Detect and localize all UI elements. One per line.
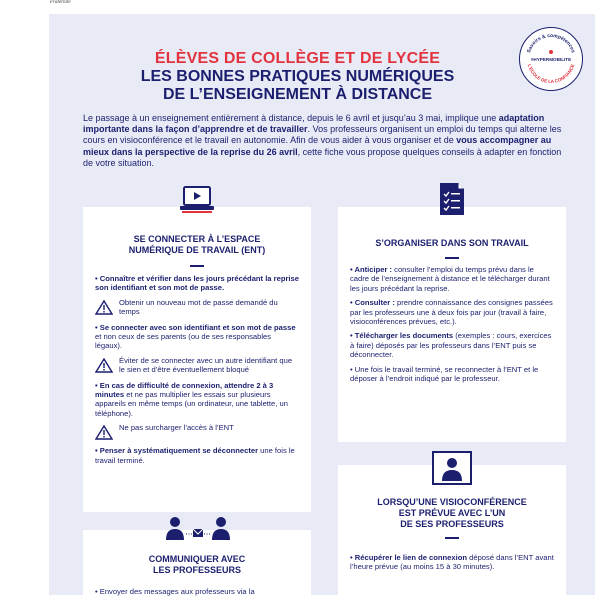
card-ent <box>83 207 311 512</box>
title-line-2: LES BONNES PRATIQUES NUMÉRIQUES <box>140 68 455 85</box>
people-message-icon <box>165 516 231 547</box>
fraternite-label: Fraternité <box>50 0 71 5</box>
warning-3: Ne pas surcharger l’accès à l’ENT <box>95 423 299 440</box>
svg-text:L’ÉCOLE DE LA CONFIANCE <box>527 64 576 85</box>
card-communiquer-body: • Envoyer des messages aux professeurs via la <box>95 587 255 596</box>
title-underline <box>445 257 459 259</box>
intro-paragraph: Le passage à un enseignement entièrement à distance, depuis le 6 avril et jusqu’au 3 mai, implique une adaptation importante dans la façon d’apprendre et de travailler. Vos professeurs organisent un emploi du temps qui alterne les cours en visioconférence et le travail en autonomie. Afin de vous aider à vous organiser et de vous accompagner au mieux dans la perspective de la reprise du 26 avril, cette fiche vous propose quelques conseils à adapter en fonction de votre situation. <box>83 113 562 168</box>
title-underline <box>190 265 204 267</box>
checklist-icon <box>438 181 466 222</box>
warning-2: Éviter de se connecter avec un autre identifiant que le sien et d’être éventuellement bloqué <box>95 356 299 375</box>
title-underline <box>445 537 459 539</box>
card-visioconference-body: • Récupérer le lien de connexion déposé dans l’ENT avant l’heure prévue (au moins 15 à 30 minutes). <box>350 553 554 572</box>
card-communiquer <box>83 530 311 595</box>
title-line-1: ÉLÈVES DE COLLÈGE ET DE LYCÉE <box>154 50 441 67</box>
card-ent-title: SE CONNECTER À L’ESPACE NUMÉRIQUE DE TRAVAIL (ENT) <box>128 234 266 255</box>
title-line-3: DE L’ENSEIGNEMENT À DISTANCE <box>162 86 433 103</box>
card-organisation <box>338 207 566 442</box>
warning-icon <box>95 425 113 440</box>
badge-top-text: Savoirs & compétences <box>526 32 576 54</box>
video-call-icon <box>432 451 472 490</box>
card-organisation-body: • Anticiper : consulter l’emploi du temps prévu dans le cadre de l’enseignement à distance et le télécharger durant les jours précédant la reprise. • Consulter : prendre connaissance des consignes passées par les professeurs une à deux fois par jour (travail à faire, visioconférences prévues, etc.). • Télécharger les documents (exemples : cours, exercices à faire) déposés par les professeurs dans l’ENT puis se déconnecter. • Une fois le travail terminé, se reconnecter à l’ENT et le déposer à l’endroit indiqué par le professeur. <box>350 265 553 384</box>
badge-bottom-text: L’ÉCOLE DE LA CONFIANCE <box>526 63 576 85</box>
card-organisation-title: S’ORGANISER DANS SON TRAVAIL <box>375 238 529 248</box>
warning-icon <box>95 358 113 373</box>
warning-1: Obtenir un nouveau mot de passe demandé du temps <box>95 298 299 317</box>
badge-mid-text: #HYPERMOBILITE <box>530 57 572 62</box>
card-communiquer-title: COMMUNIQUER AVEC LES PROFESSEURS <box>148 554 246 575</box>
warning-icon <box>95 300 113 315</box>
laptop-icon <box>179 185 215 220</box>
card-visioconference-title: LORSQU’UNE VISIOCONFÉRENCE EST PRÉVUE AVEC L’UN DE SES PROFESSEURS <box>377 497 527 529</box>
school-badge <box>519 27 583 91</box>
card-ent-body: • Connaître et vérifier dans les jours précédant la reprise son identifiant et son mot de passe. Obtenir un nouveau mot de passe demandé du temps • Se connecter avec son identifiant et son mot de passe et non ceux de ses parents (ou de ses responsables légaux). Éviter de se connecter avec un autre identifiant que le sien et d’être éventuellement bloqué • En cas de difficulté de connexion, attendre 2 à 3 minutes et ne pas multiplier les essais sur plusieurs appareils en même temps (un ordinateur, une tablette, un téléphone). Ne pas surcharger l’accès à l’ENT • Penser à systématiquement se déconnecter une fois le travail terminé. <box>95 274 299 465</box>
card-visioconference <box>338 465 566 595</box>
